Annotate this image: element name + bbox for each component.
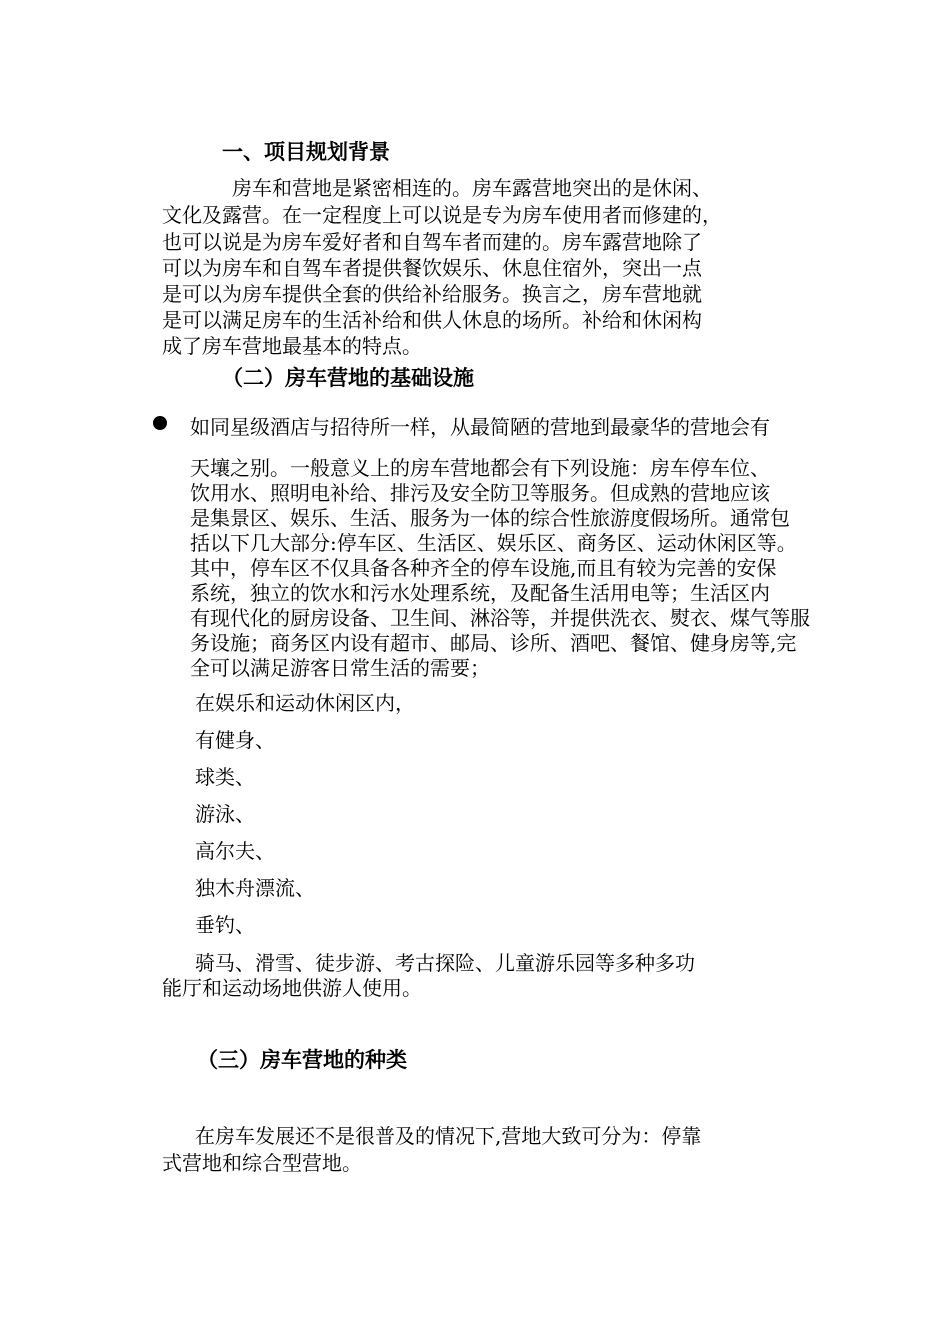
paragraph-line: 其中，停车区不仅具备各种齐全的停车设施,而且有较为完善的安保 bbox=[190, 556, 777, 580]
paragraph-line: 是可以为房车提供全套的供给补给服务。换言之，房车营地就 bbox=[162, 282, 702, 306]
paragraph-line: 文化及露营。在一定程度上可以说是专为房车使用者而修建的， bbox=[162, 203, 722, 227]
paragraph-line: 式营地和综合型营地。 bbox=[162, 1151, 362, 1175]
paragraph-line: 骑马、滑雪、徒步游、考古探险、儿童游乐园等多种多功 bbox=[195, 951, 695, 975]
paragraph-line: 是可以满足房车的生活补给和供人休息的场所。补给和休闲构 bbox=[162, 308, 702, 332]
section-heading-facilities: （二）房车营地的基础设施 bbox=[222, 366, 474, 390]
paragraph-line: 括以下几大部分:停车区、生活区、娱乐区、商务区、运动休闲区等。 bbox=[190, 531, 797, 555]
paragraph-line: 务设施；商务区内设有超市、邮局、诊所、酒吧、餐馆、健身房等,完 bbox=[190, 631, 797, 655]
paragraph-line: 房车和营地是紧密相连的。房车露营地突出的是休闲、 bbox=[232, 176, 712, 200]
paragraph-line: 在房车发展还不是很普及的情况下,营地大致可分为：停靠 bbox=[195, 1124, 702, 1148]
paragraph-line: 可以为房车和自驾车者提供餐饮娱乐、休息住宿外，突出一点 bbox=[162, 256, 702, 280]
list-item: 独木舟漂流、 bbox=[195, 876, 315, 900]
bullet-first-line: 如同星级酒店与招待所一样，从最简陋的营地到最豪华的营地会有 bbox=[190, 415, 770, 439]
list-item: 游泳、 bbox=[195, 802, 255, 826]
list-item: 垂钓、 bbox=[195, 913, 255, 937]
paragraph-line: 饮用水、照明电补给、排污及安全防卫等服务。但成熟的营地应该 bbox=[190, 481, 770, 505]
paragraph-line: 也可以说是为房车爱好者和自驾车者而建的。房车露营地除了 bbox=[162, 230, 702, 254]
paragraph-line: 能厅和运动场地供游人使用。 bbox=[162, 976, 422, 1000]
paragraph-line: 有现代化的厨房设备、卫生间、淋浴等，并提供洗衣、熨衣、煤气等服 bbox=[190, 606, 810, 630]
section-heading-types: （三）房车营地的种类 bbox=[197, 1048, 407, 1072]
list-item: 在娱乐和运动休闲区内， bbox=[195, 691, 415, 715]
paragraph-line: 系统，独立的饮水和污水处理系统，及配备生活用电等；生活区内 bbox=[190, 581, 770, 605]
paragraph-line: 全可以满足游客日常生活的需要； bbox=[190, 656, 490, 680]
paragraph-line: 成了房车营地最基本的特点。 bbox=[162, 334, 422, 358]
list-item: 有健身、 bbox=[195, 728, 275, 752]
paragraph-line: 是集景区、娱乐、生活、服务为一体的综合性旅游度假场所。通常包 bbox=[190, 506, 790, 530]
bullet-icon bbox=[153, 416, 167, 430]
list-item: 球类、 bbox=[195, 765, 255, 789]
section-heading-background: 一、项目规划背景 bbox=[222, 140, 390, 164]
list-item: 高尔夫、 bbox=[195, 839, 275, 863]
paragraph-line: 天壤之别。一般意义上的房车营地都会有下列设施：房车停车位、 bbox=[190, 456, 770, 480]
